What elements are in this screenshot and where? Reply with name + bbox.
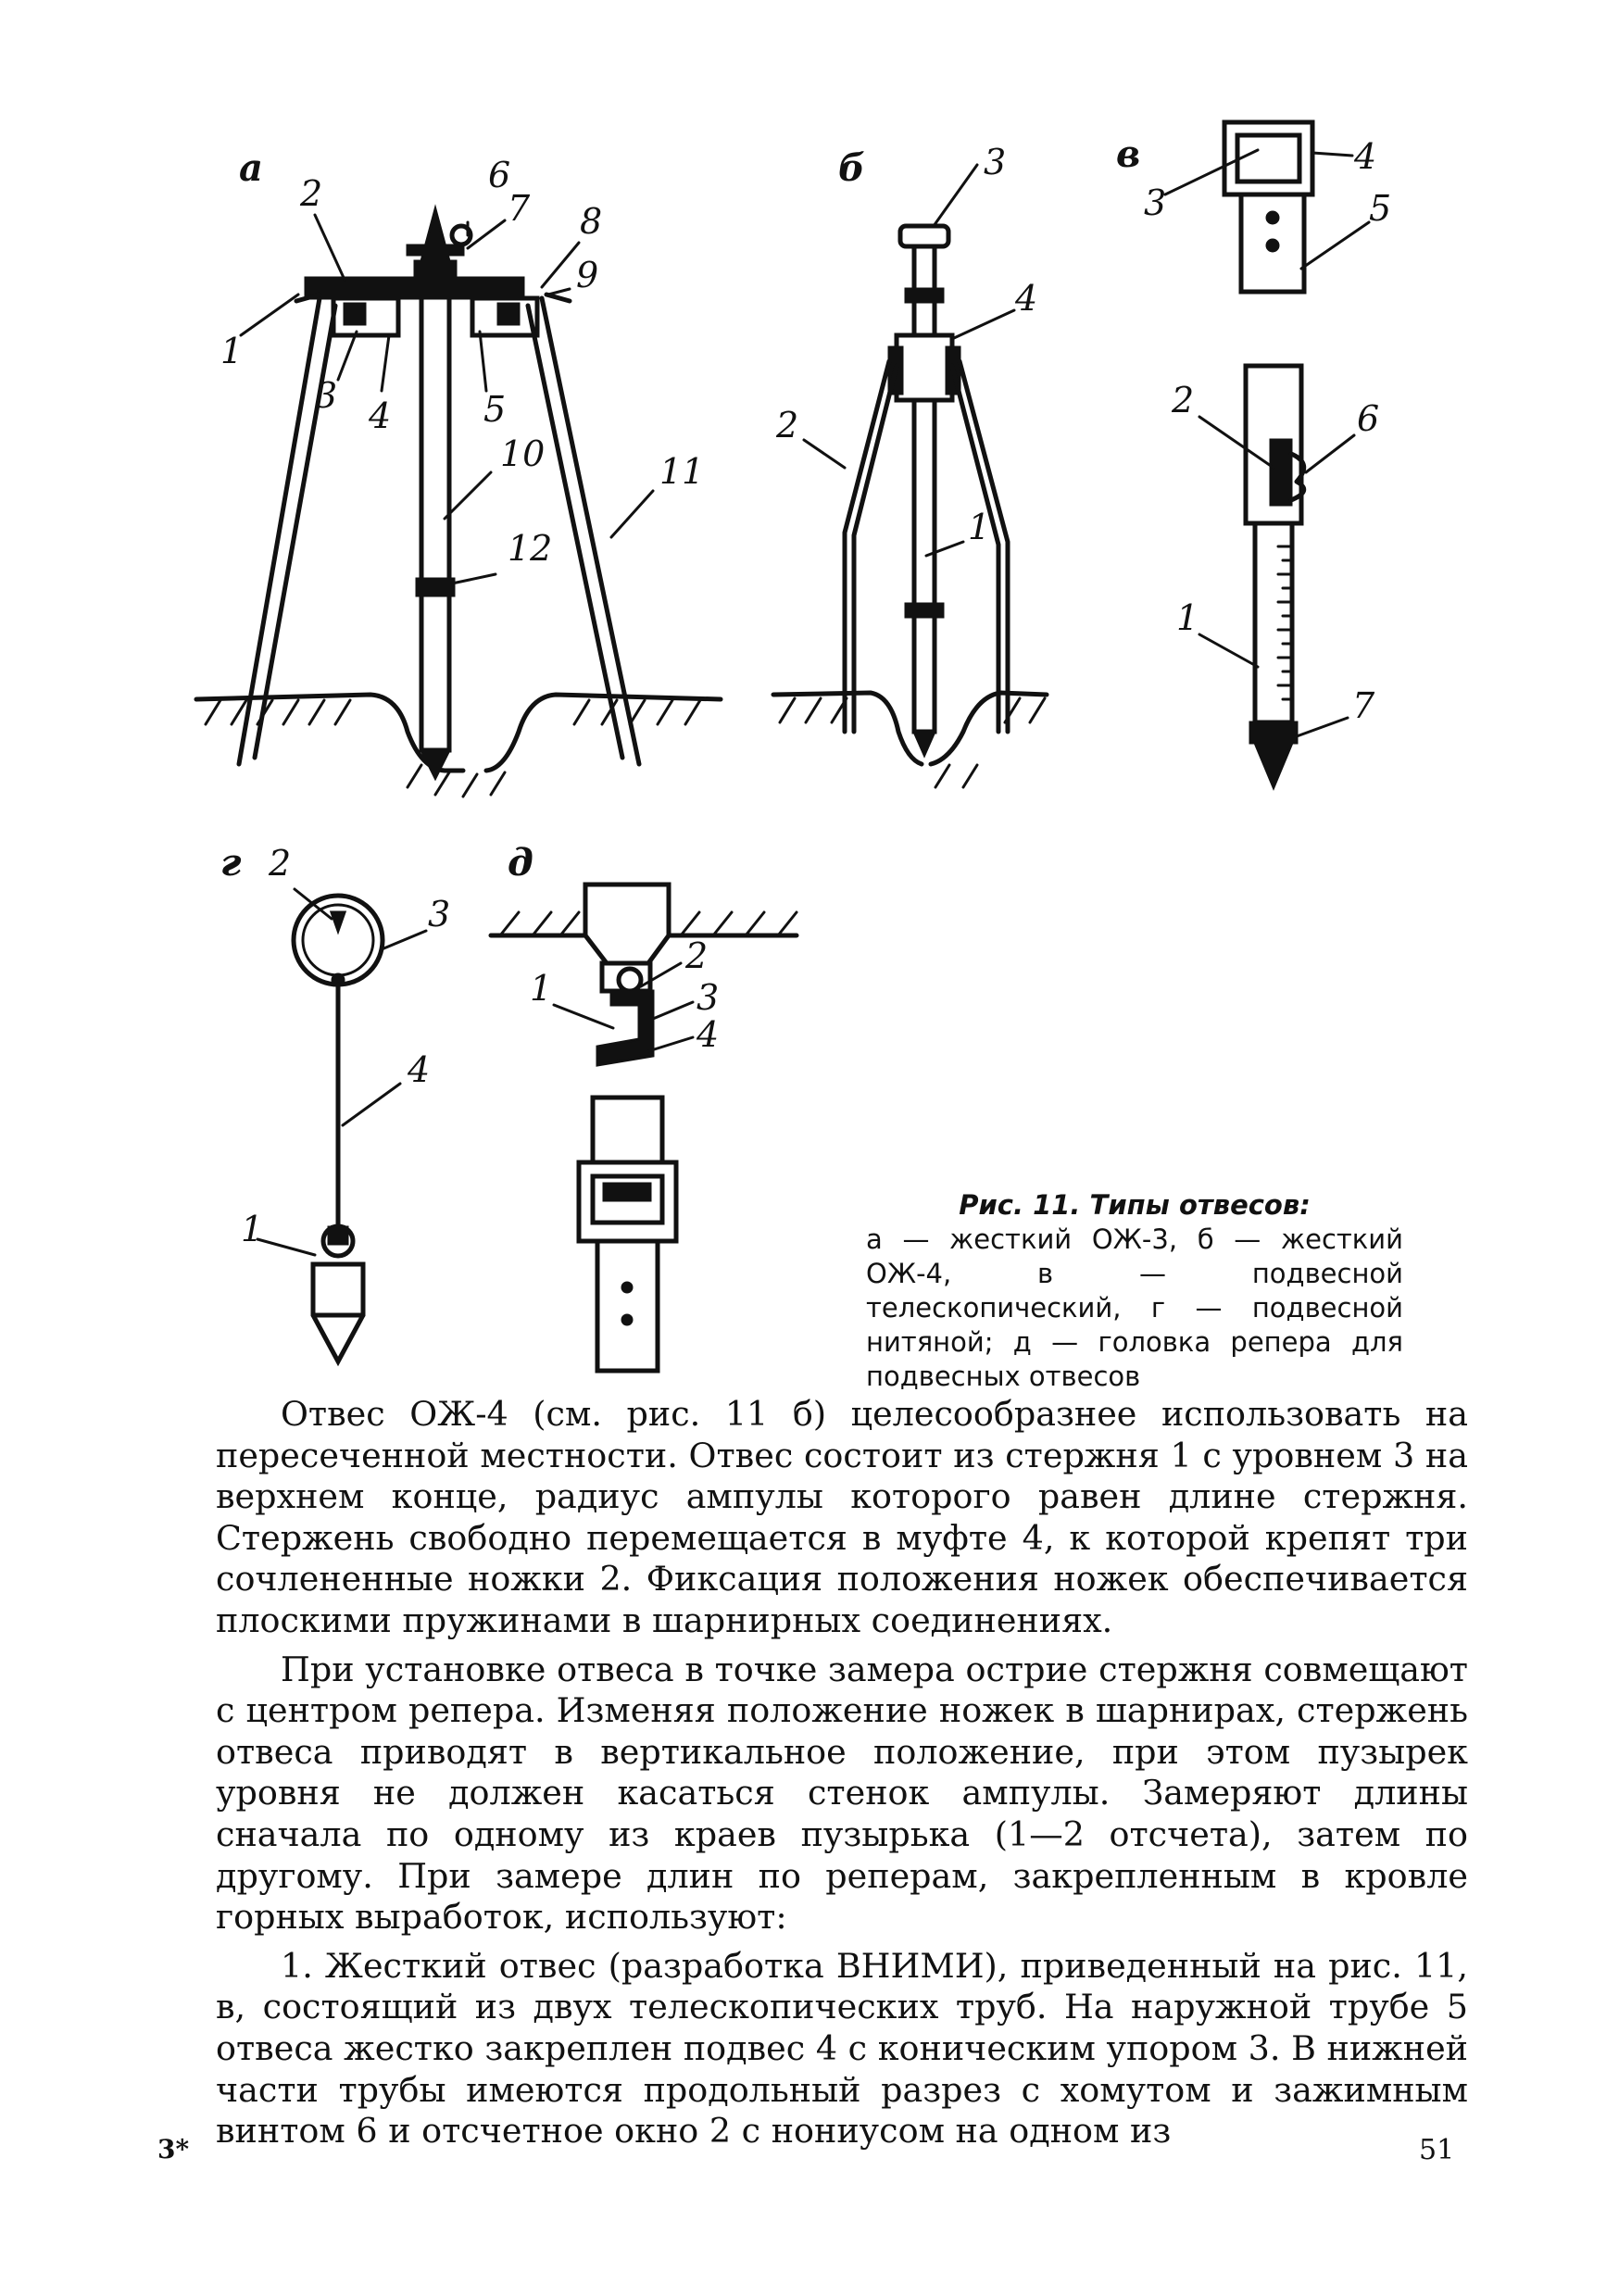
- label-v-3: 3: [1144, 182, 1167, 223]
- label-v-4: 4: [1354, 136, 1377, 177]
- label-a-6: 6: [488, 155, 511, 195]
- label-v-2: 2: [1172, 380, 1195, 420]
- label-v-1: 1: [1176, 597, 1199, 638]
- ground-line-b-left: [773, 693, 922, 764]
- washer-a: [408, 245, 463, 255]
- bob-g-knot: [329, 1227, 347, 1244]
- label-v-6: 6: [1357, 398, 1380, 439]
- page-number: 51: [1419, 2134, 1455, 2166]
- label-a-12: 12: [508, 528, 553, 569]
- inner-tube-v: [1255, 523, 1292, 722]
- rod-point-b: [914, 732, 935, 755]
- label-d-4: 4: [697, 1014, 720, 1055]
- label-a-2: 2: [300, 173, 323, 214]
- paragraph: При установке отвеса в точке замера острие стержня совмещают с центром репера. Изменяя положение ножек в шарнирах, стержень отвеса приводят в вертикальное положение, при этом пузырек уровня не должен касаться стенок ампулы. Замеряют длины сначала по одному из краев пузырька (1—2 отсчета), затем по другому. При замере длин по реперам, закрепленным в кровле горных выработок, используют:: [216, 1649, 1468, 1938]
- collar-b-top: [906, 289, 943, 302]
- body-text: [216, 1394, 1468, 2160]
- label-a-10: 10: [500, 433, 546, 474]
- ball-left-a: [345, 304, 365, 324]
- leg-left-a-inner: [255, 306, 338, 758]
- hook-d: [597, 991, 653, 1065]
- label-a-3: 3: [315, 375, 338, 416]
- label-b-3: 3: [984, 142, 1007, 182]
- label-a-7: 7: [508, 188, 531, 229]
- signature-mark: 3*: [157, 2134, 190, 2164]
- benchmark-head-d: [585, 885, 669, 963]
- lower-tube-d: [597, 1241, 658, 1371]
- panel-label-d: д: [508, 841, 533, 885]
- pin-d: [619, 969, 641, 991]
- label-b-4: 4: [1015, 278, 1038, 319]
- label-a-1: 1: [220, 331, 244, 371]
- label-v-7: 7: [1352, 685, 1375, 726]
- panel-label-g: г: [220, 841, 242, 885]
- ground-hatch-a: [206, 700, 700, 797]
- window-v: [1271, 440, 1291, 505]
- tip-v: [1255, 743, 1292, 787]
- label-g-1: 1: [241, 1209, 264, 1249]
- level-cap-b: [900, 226, 948, 246]
- ground-line-a-right: [486, 695, 721, 771]
- hole-v-1: [1267, 212, 1278, 223]
- panel-label-a: а: [239, 146, 263, 190]
- label-a-11: 11: [659, 451, 705, 492]
- label-b-2: 2: [776, 405, 799, 445]
- ring-g: [294, 896, 383, 985]
- label-b-1: 1: [968, 507, 991, 547]
- label-g-2: 2: [269, 843, 292, 884]
- hanger-d-bar: [604, 1184, 650, 1200]
- hole-d-2: [622, 1315, 632, 1324]
- hanger-v-window: [1237, 135, 1299, 182]
- caption-title: Рис. 11. Типы отвесов:: [959, 1189, 1311, 1221]
- rod-b: [914, 245, 935, 732]
- panel-label-v: в: [1116, 132, 1141, 176]
- paragraph: 1. Жесткий отвес (разработка ВНИМИ), приведенный на рис. 11, в, состоящий из двух телескопических труб. На наружной трубе 5 отвеса жестко закреплен подвес 4 с коническим упором 3. В нижней части трубы имеются продольный разрез с хомутом и зажимным винтом 6 и отсчетное окно 2 с нониусом на одном из: [216, 1945, 1468, 2152]
- label-a-8: 8: [580, 201, 603, 242]
- label-a-4: 4: [369, 395, 392, 436]
- figure-caption: [866, 1188, 1403, 1394]
- hole-d-1: [622, 1283, 632, 1292]
- label-a-9: 9: [576, 255, 599, 295]
- label-d-2: 2: [685, 935, 709, 976]
- tip-collar-v: [1250, 722, 1297, 743]
- label-d-1: 1: [530, 968, 553, 1009]
- panel-label-b: б: [838, 146, 865, 190]
- collar-b-low: [906, 604, 943, 617]
- sleeve-b: [897, 335, 952, 400]
- label-a-5: 5: [483, 389, 507, 430]
- tube-d: [593, 1098, 662, 1162]
- ground-line-b-right: [931, 693, 1047, 764]
- caption-body: а — жесткий ОЖ-3, б — жесткий ОЖ-4, в — подвесной телескопический, г — подвесной нитяной; д — головка репера для подвесных отвесов: [866, 1223, 1403, 1392]
- head-plate-a: [306, 278, 523, 298]
- label-v-5: 5: [1369, 188, 1392, 229]
- ball-right-a: [498, 304, 519, 324]
- clamp-a: [417, 579, 454, 596]
- hole-v-2: [1267, 240, 1278, 251]
- paragraph: Отвес ОЖ-4 (см. рис. 11 б) целесообразнее использовать на пересеченной местности. Отвес состоит из стержня 1 с уровнем 3 на верхнем конце, радиус ампулы которого равен длине стержня. Стержень свободно перемещается в муфте 4, к которой крепят три сочлененные ножки 2. Фиксация положения ножек обеспечивается плоскими пружинами в шарнирных соединениях.: [216, 1394, 1468, 1640]
- label-g-3: 3: [428, 894, 451, 935]
- label-g-4: 4: [408, 1049, 431, 1090]
- label-d-3: 3: [697, 977, 720, 1018]
- rod-a: [421, 278, 449, 750]
